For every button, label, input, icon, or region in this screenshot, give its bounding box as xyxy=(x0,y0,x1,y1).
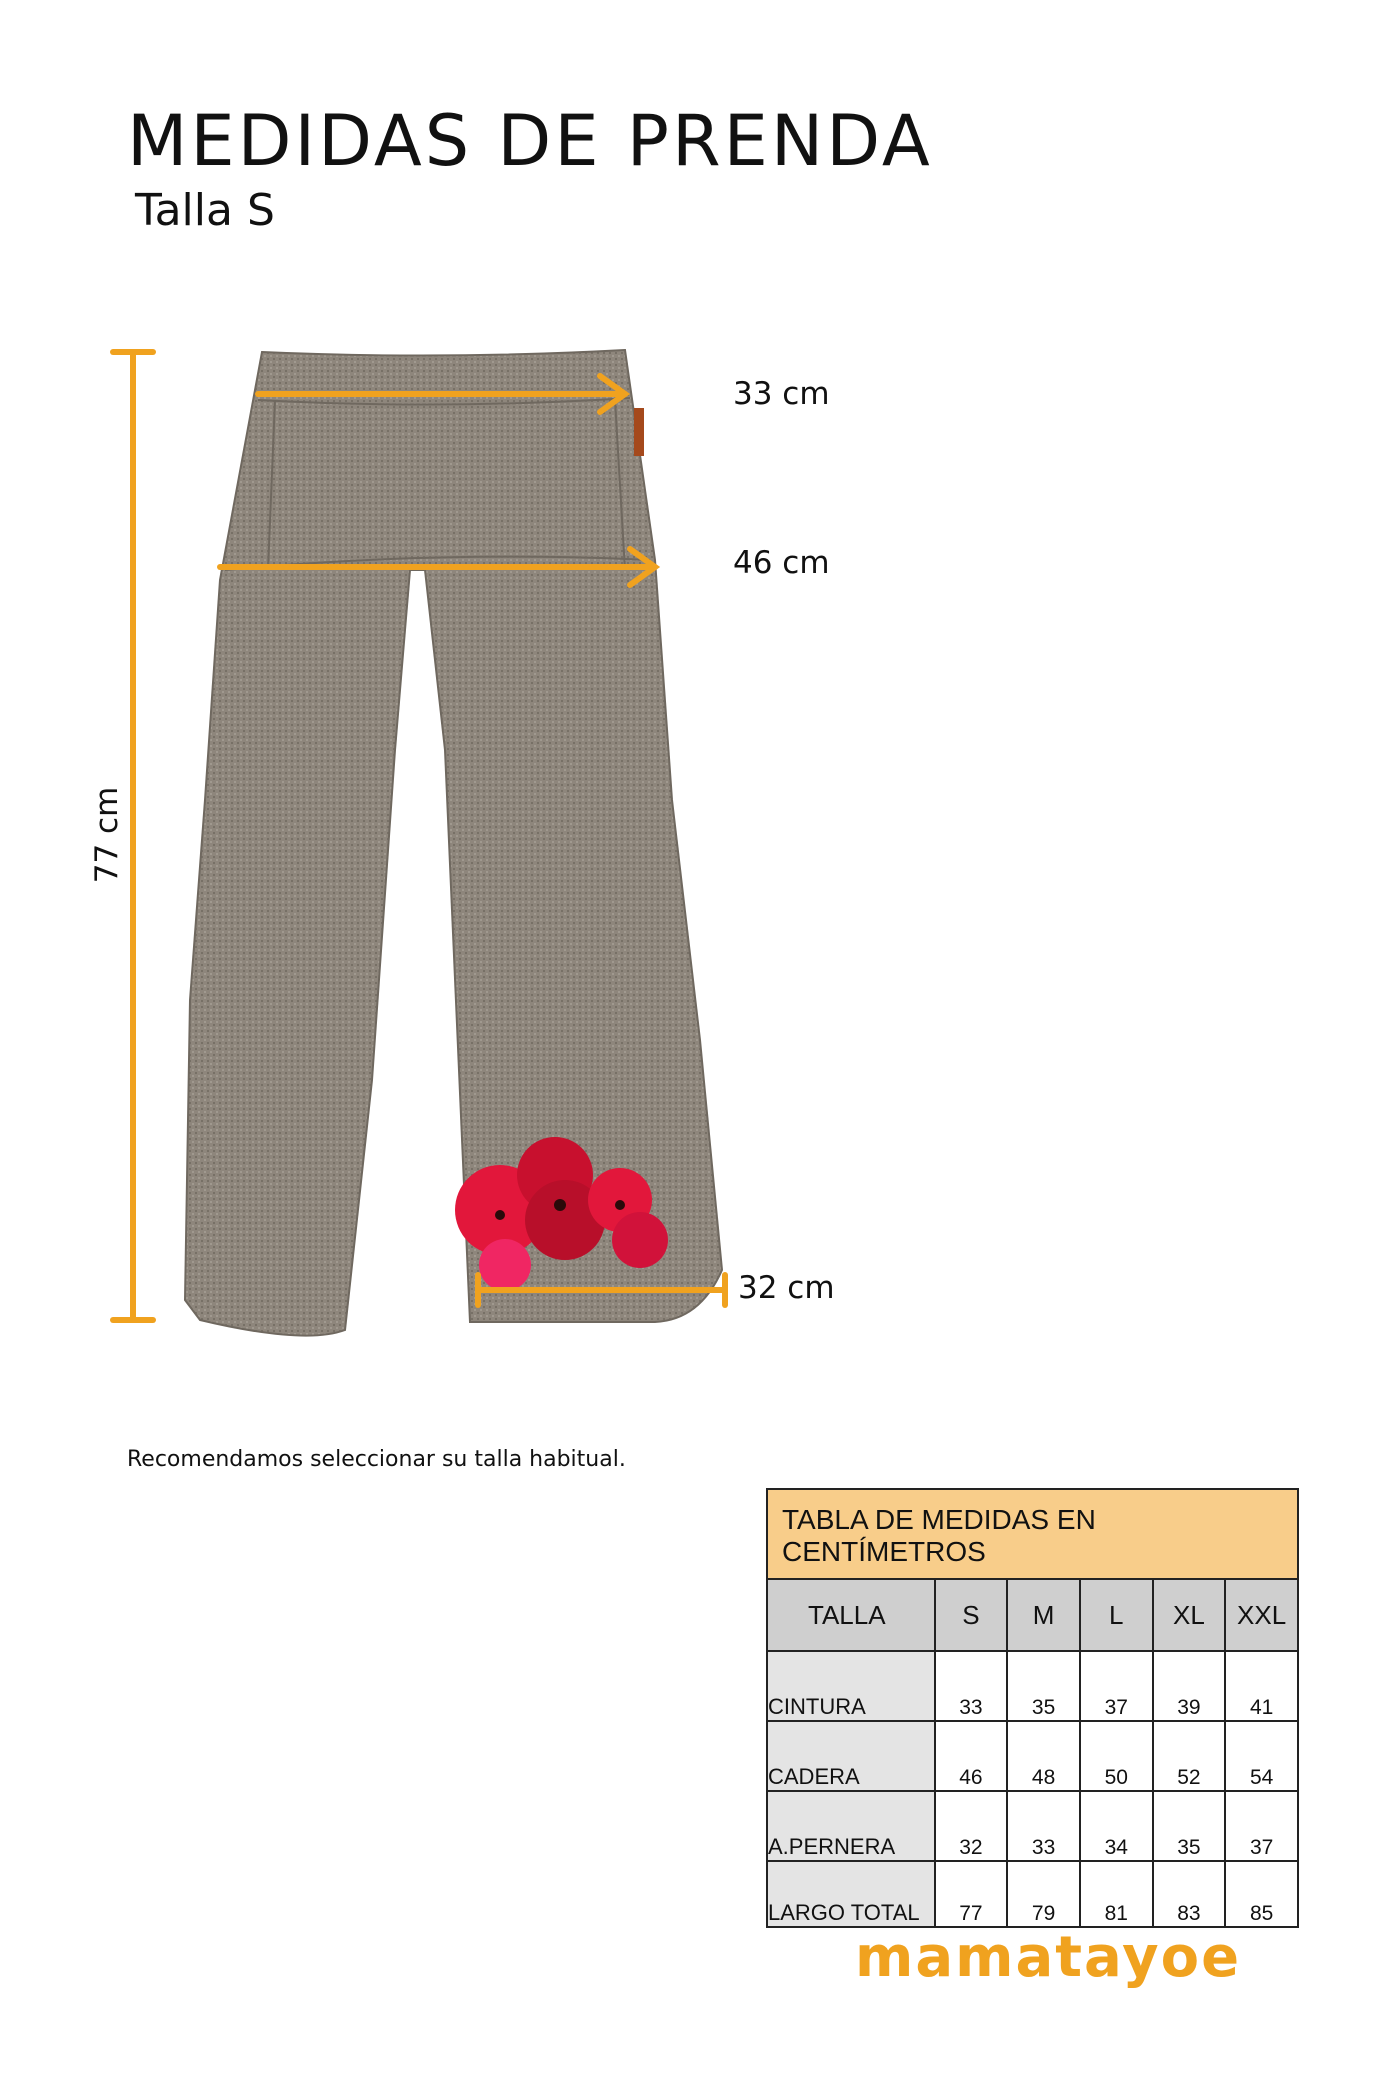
table-row xyxy=(767,1651,1298,1721)
table-row xyxy=(767,1721,1298,1791)
table-row xyxy=(767,1861,1298,1927)
table-cell: 37 xyxy=(1225,1791,1298,1861)
table-cell: 81 xyxy=(1080,1861,1153,1927)
header-xxl: XXL xyxy=(1225,1579,1298,1651)
table-cell: 37 xyxy=(1080,1651,1153,1721)
table-cell: 33 xyxy=(935,1651,1008,1721)
table-cell: 79 xyxy=(1007,1861,1080,1927)
table-cell: 33 xyxy=(1007,1791,1080,1861)
header-xl: XL xyxy=(1153,1579,1226,1651)
table-cell: 52 xyxy=(1153,1721,1226,1791)
row-label: CINTURA xyxy=(767,1651,935,1721)
table-cell: 85 xyxy=(1225,1861,1298,1927)
table-cell: 48 xyxy=(1007,1721,1080,1791)
size-recommendation-note: Recomendamos seleccionar su talla habitual. xyxy=(127,1447,626,1472)
garment-tag-icon xyxy=(634,408,644,456)
header-m: M xyxy=(1007,1579,1080,1651)
size-chart-table xyxy=(766,1488,1299,1928)
length-measurement: 77 cm xyxy=(89,786,125,884)
table-cell: 54 xyxy=(1225,1721,1298,1791)
table-cell: 35 xyxy=(1007,1651,1080,1721)
table-cell: 46 xyxy=(935,1721,1008,1791)
table-cell: 50 xyxy=(1080,1721,1153,1791)
header-s: S xyxy=(935,1579,1008,1651)
hip-measurement: 46 cm xyxy=(733,545,830,581)
hem-measurement: 32 cm xyxy=(738,1270,835,1306)
table-cell: 41 xyxy=(1225,1651,1298,1721)
size-subtitle: Talla S xyxy=(135,185,275,236)
table-cell: 34 xyxy=(1080,1791,1153,1861)
header-talla: TALLA xyxy=(767,1579,935,1651)
size-chart-caption: TABLA DE MEDIDAS EN CENTÍMETROS xyxy=(766,1488,1299,1578)
header-l: L xyxy=(1080,1579,1153,1651)
table-cell: 35 xyxy=(1153,1791,1226,1861)
table-row xyxy=(767,1791,1298,1861)
table-cell: 32 xyxy=(935,1791,1008,1861)
waist-measurement: 33 cm xyxy=(733,376,830,412)
page-title: MEDIDAS DE PRENDA xyxy=(127,100,933,182)
table-cell: 77 xyxy=(935,1861,1008,1927)
row-label: A.PERNERA xyxy=(767,1791,935,1861)
brand-logo: mamatayoe xyxy=(855,1925,1242,1990)
table-header-row xyxy=(767,1579,1298,1651)
row-label: CADERA xyxy=(767,1721,935,1791)
row-label: LARGO TOTAL xyxy=(767,1861,935,1927)
table-cell: 39 xyxy=(1153,1651,1226,1721)
table-cell: 83 xyxy=(1153,1861,1226,1927)
